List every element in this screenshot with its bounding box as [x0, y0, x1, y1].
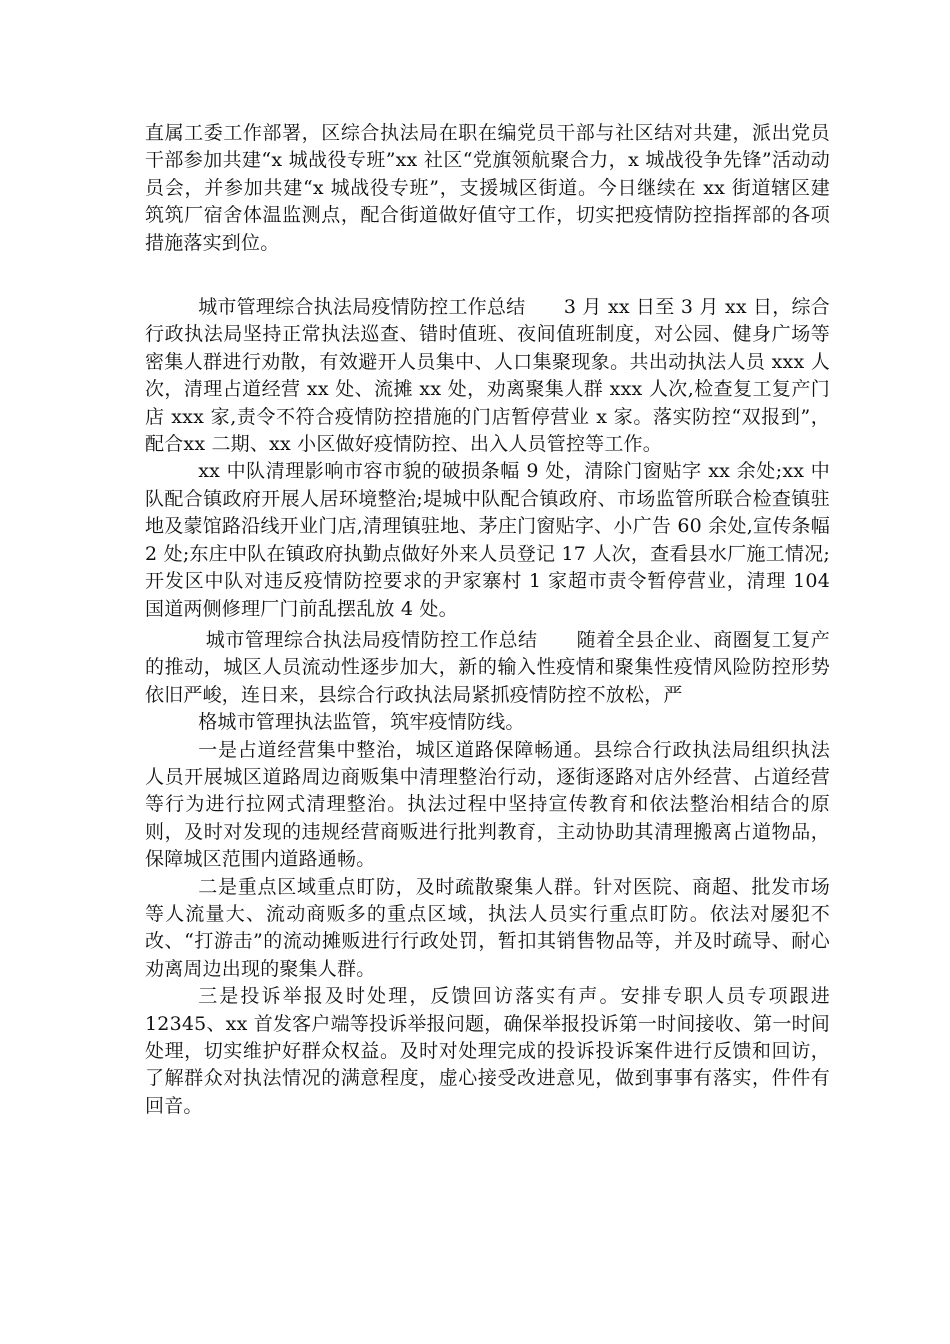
paragraph-8: 三是投诉举报及时处理，反馈回访落实有声。安排专职人员专项跟进 12345、xx 首发客户端等投诉举报问题，确保举报投诉第一时间接收、第一时间处理，切实维护好群众权益。及时对处理完成的投诉投诉案件进行反馈和回访，了解群众对执法情况的满意程度，虚心接受改进意见，做到事事有落实，件件有回音。 [145, 985, 830, 1117]
document-body [145, 120, 830, 1120]
paragraph-6: 一是占道经营集中整治，城区道路保障畅通。县综合行政执法局组织执法人员开展城区道路周边商贩集中清理整治行动，逐街逐路对店外经营、占道经营等行为进行拉网式清理整治。执法过程中坚持宣传教育和依法整治相结合的原则，及时对发现的违规经营商贩进行批判教育，主动协助其清理搬离占道物品，保障城区范围内道路通畅。 [145, 738, 830, 871]
paragraph-4: 城市管理综合执法局疫情防控工作总结 随着全县企业、商圈复工复产的推动，城区人员流动性逐步加大，新的输入性疫情和聚集性疫情风险防控形势依旧严峻，连日来，县综合行政执法局紧抓疫情防控不放松，严 [145, 628, 830, 706]
paragraph-spacer [145, 257, 830, 294]
paragraph-7: 二是重点区域重点盯防，及时疏散聚集人群。针对医院、商超、批发市场等人流量大、流动商贩多的重点区域，执法人员实行重点盯防。依法对屡犯不改、“打游击”的流动摊贩进行行政处罚，暂扣其销售物品等，并及时疏导、耐心劝离周边出现的聚集人群。 [145, 875, 830, 980]
paragraph-5: 格城市管理执法监管，筑牢疫情防线。 [198, 711, 525, 734]
paragraph-2: 城市管理综合执法局疫情防控工作总结 3 月 xx 日至 3 月 xx 日，综合行政执法局坚持正常执法巡查、错时值班、夜间值班制度，对公园、健身广场等密集人群进行劝散，有效避开人员集中、人口集聚现象。共出动执法人员 xxx 人次，清理占道经营 xx 处、流摊 xx 处，劝离聚集人群 xxx 人次,检查复工复产门店 xxx 家,责令不符合疫情防控措施的门店暂停营业 x 家。落实防控“双报到”，配合xx 二期、xx 小区做好疫情防控、出入人员管控等工作。 [145, 296, 830, 456]
paragraph-3: xx 中队清理影响市容市貌的破损条幅 9 处，清除门窗贴字 xx 余处;xx 中队配合镇政府开展人居环境整治;堤城中队配合镇政府、市场监管所联合检查镇驻地及蒙馆路沿线开业门店,清理镇驻地、茅庄门窗贴字、小广告 60 余处,宣传条幅 2 处;东庄中队在镇政府执勤点做好外来人员登记 17 人次，查看县水厂施工情况;开发区中队对违反疫情防控要求的尹家寨村 1 家超市责令暂停营业，清理 104 国道两侧修理厂门前乱摆乱放 4 处。 [145, 460, 830, 620]
paragraph-1: 直属工委工作部署，区综合执法局在职在编党员干部与社区结对共建，派出党员干部参加共建“x 城战役专班”xx 社区“党旗领航聚合力，x 城战役争先锋”活动动员会，并参加共建“x 城战役专班”，支援城区街道。今日继续在 xx 街道辖区建筑筑厂宿舍体温监测点，配合街道做好值守工作，切实把疫情防控指挥部的各项措施落实到位。 [145, 122, 830, 254]
